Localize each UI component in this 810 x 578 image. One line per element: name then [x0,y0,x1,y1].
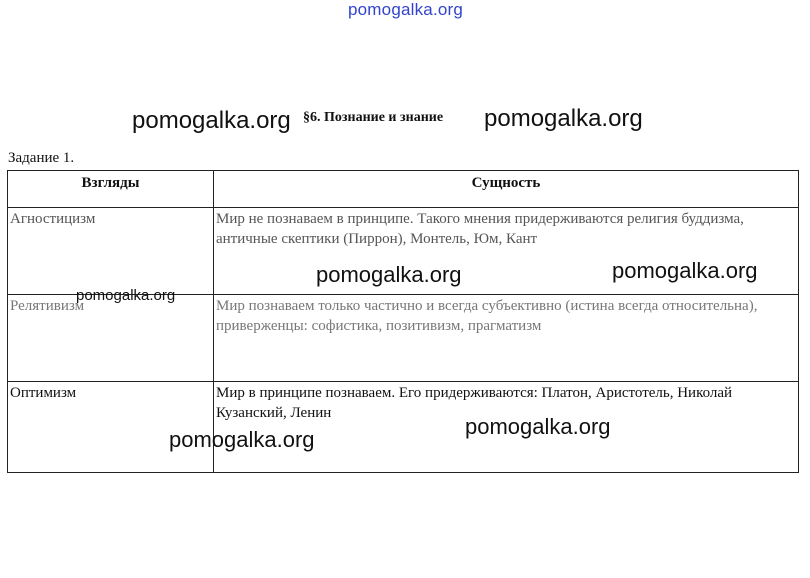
cell-view: Агностицизм [8,208,214,295]
watermark-middle-right: pomogalka.org [612,258,758,283]
watermark-bottom-right: pomogalka.org [465,414,611,439]
watermark-left: pomogalka.org [132,107,291,134]
table-row [8,295,799,382]
views-table [7,170,799,473]
watermark-small: pomogalka.org [76,287,176,304]
table-row [8,382,799,473]
watermark-middle: pomogalka.org [316,262,462,287]
task-label: Задание 1. [8,150,75,166]
table-header-row [8,171,799,208]
cell-view: Оптимизм [8,382,214,473]
header-essence: Сущность [214,171,799,208]
section-title: §6. Познание и знание [303,110,444,125]
cell-essence: Мир не познаваем в принципе. Такого мнения придерживаются религия буддизма, античные скептики (Пиррон), Монтель, Юм, Кант [214,208,799,295]
cell-essence: Мир познаваем только частично и всегда субъективно (истина всегда относительна), приверженцы: софистика, позитивизм, прагматизм [214,295,799,382]
watermark-right: pomogalka.org [484,105,643,132]
watermark-bottom-left: pomogalka.org [169,427,315,452]
header-views: Взгляды [8,171,214,208]
watermark-top: pomogalka.org [348,0,464,19]
cell-essence: Мир в принципе познаваем. Его придерживаются: Платон, Аристотель, Николай Кузанский, Ленин [214,382,799,473]
cell-view: Релятивизм [8,295,214,382]
